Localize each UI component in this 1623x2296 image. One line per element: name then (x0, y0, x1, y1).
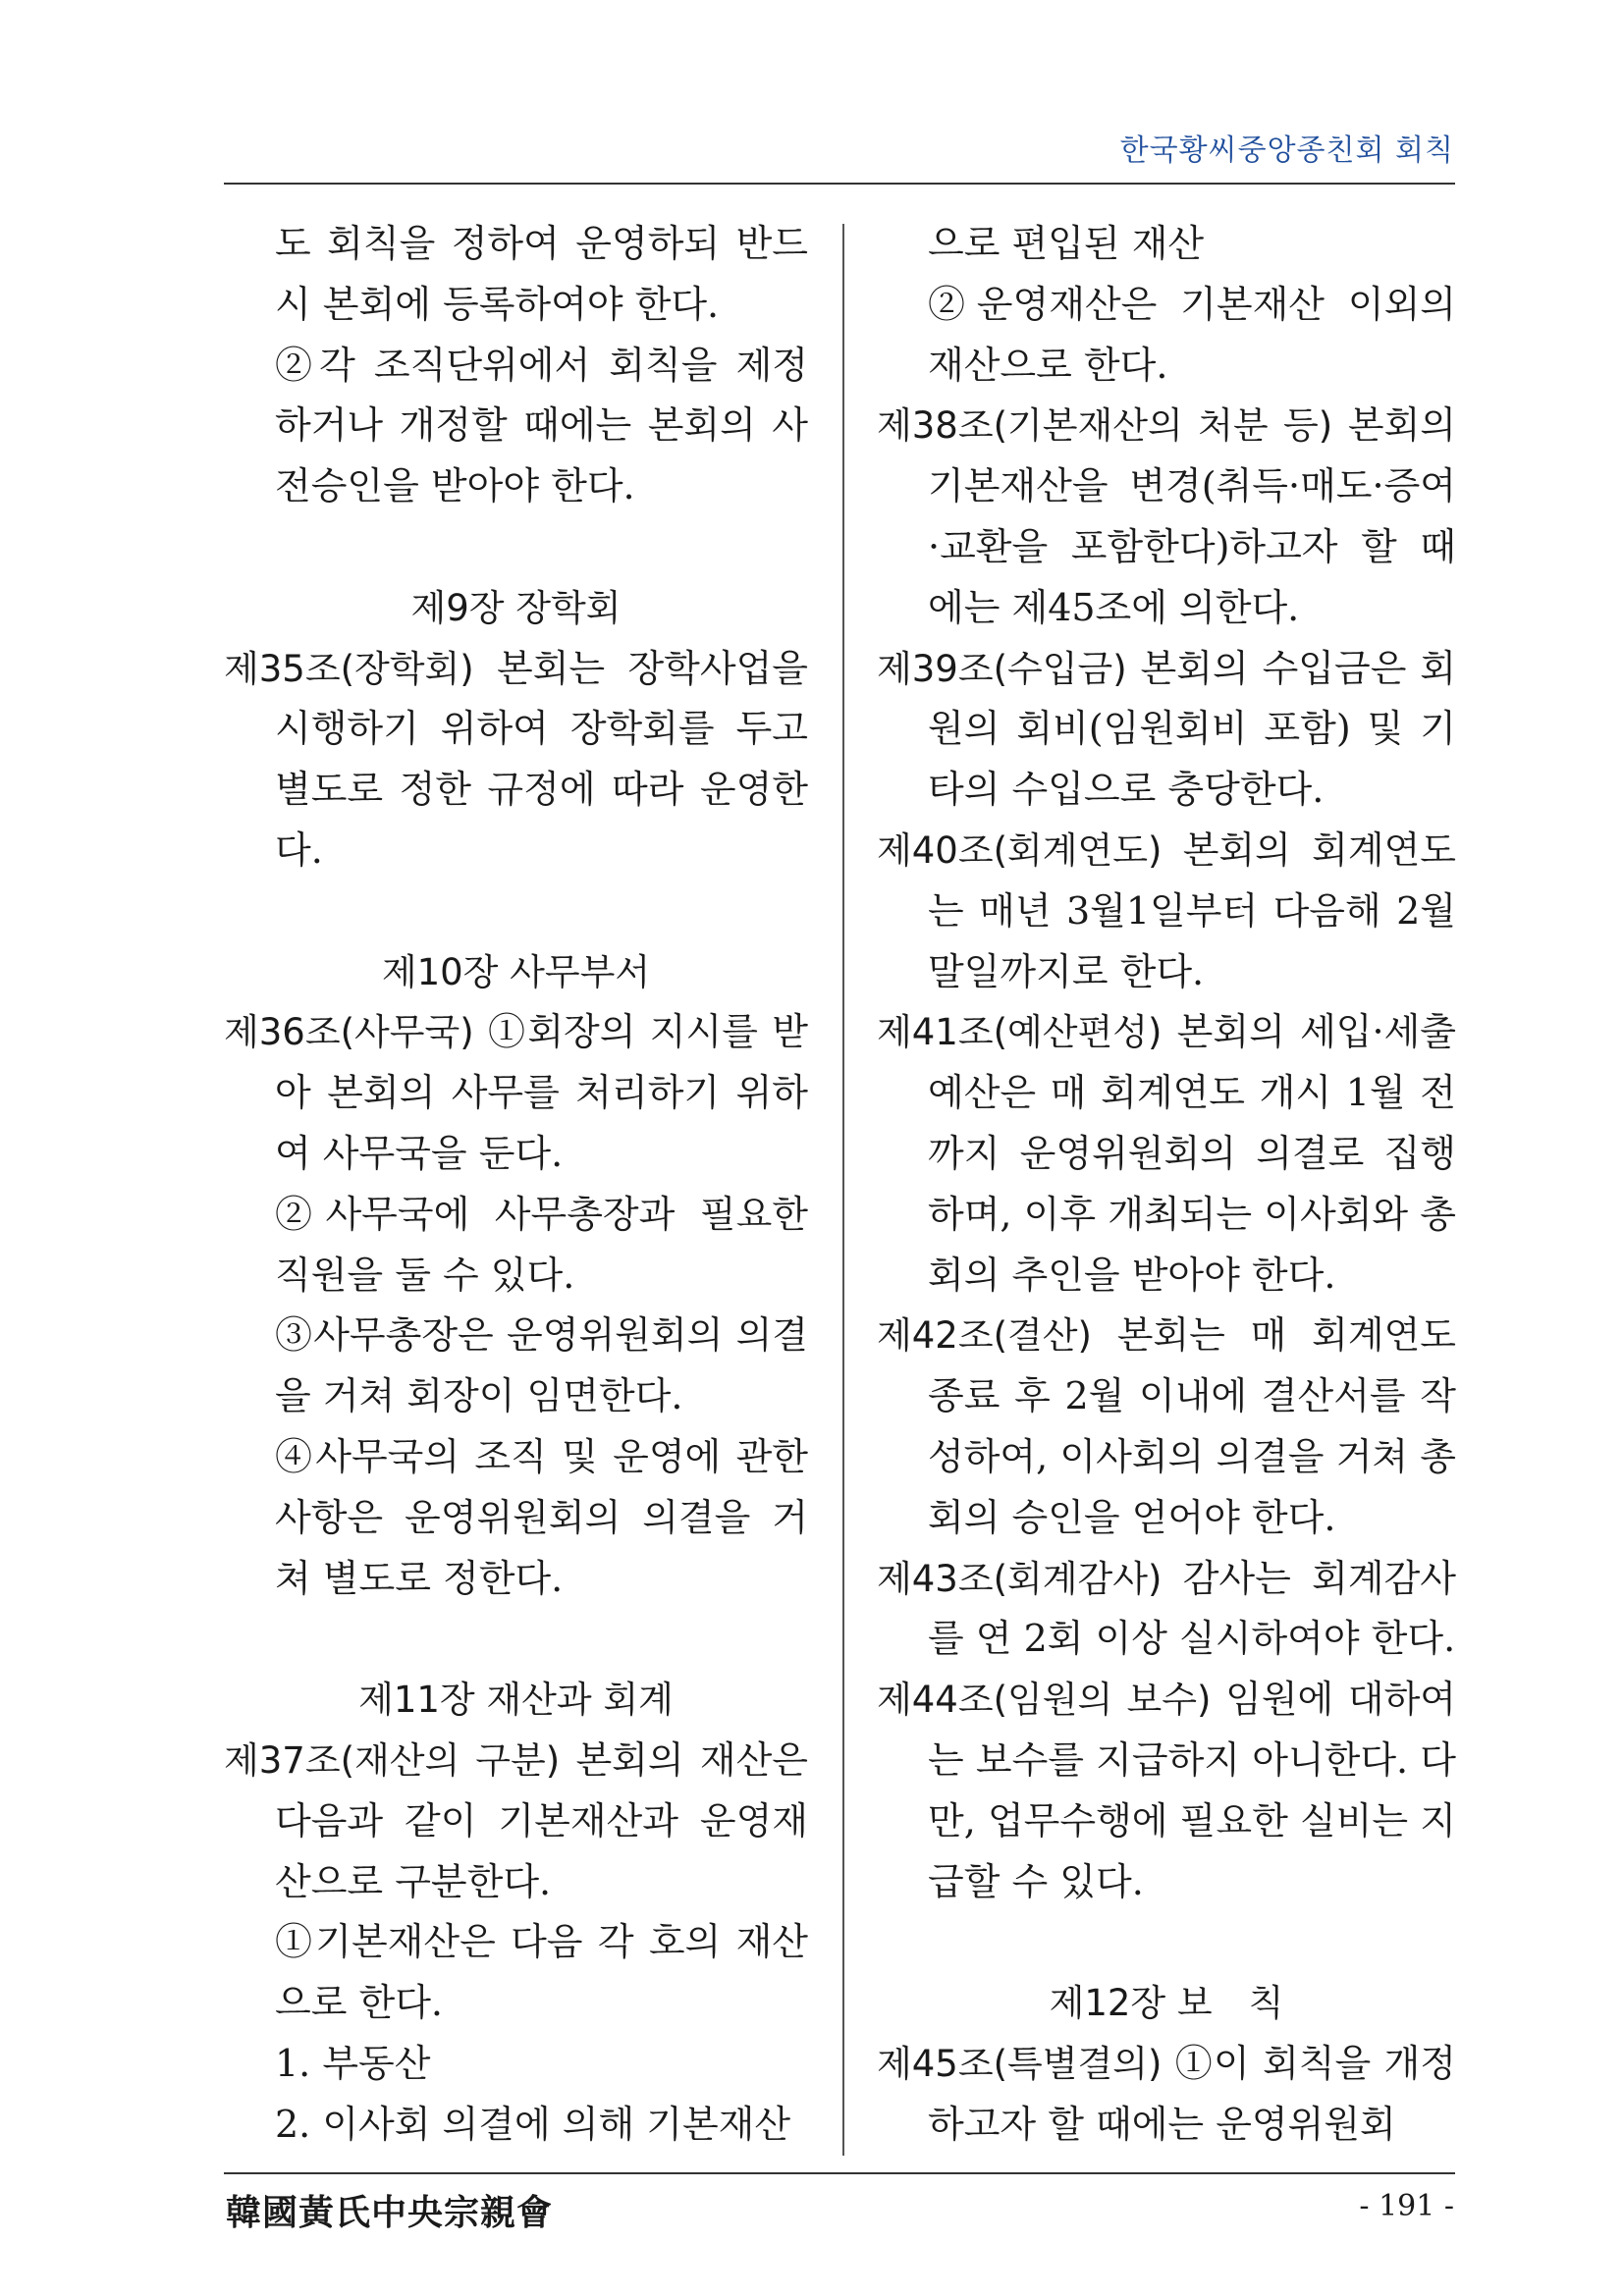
list-item: 1. 부동산 (275, 2041, 431, 2085)
chapter-title: 제9장 장학회 (410, 586, 622, 629)
spacer (224, 881, 808, 942)
article (877, 396, 1456, 638)
article-heading: 제44조(임원의 보수) (877, 1679, 1212, 1722)
article-heading: 제41조(예산편성) (877, 1011, 1163, 1054)
paragraph: ①기본재산은 다음 각 호의 재산으로 한다. (275, 1920, 808, 2025)
chapter-title: 제11장 재산과 회계 (358, 1679, 674, 1722)
chapter-title: 제10장 사무부서 (381, 950, 651, 993)
paragraph: 으로 편입된 재산 (928, 222, 1205, 265)
paragraph: ④사무국의 조직 및 운영에 관한 사항은 운영위원회의 의결을 거쳐 별도로 정한다. (275, 1434, 808, 1600)
article (224, 639, 808, 881)
article-text: 본회의 수입금은 회원의 회비(임원회비 포함) 및 기타의 수입으로 충당한다. (928, 646, 1456, 812)
right-column (877, 214, 1456, 2156)
paragraph: ②각 조직단위에서 회칙을 제정하거나 개정할 때에는 본회의 사전승인을 받아야 한다. (275, 343, 808, 508)
header-rule (224, 183, 1455, 185)
spacer (224, 517, 808, 578)
paragraph: 도 회칙을 정하여 운영하되 반드시 본회에 등록하여야 한다. (275, 222, 808, 326)
running-header: 한국황씨중앙종친회 회칙 (1119, 133, 1454, 168)
article-text: 본회의 세입·세출 예산은 매 회계연도 개시 1월 전까지 운영위원회의 의결로 집행하며, 이후 개최되는 이사회와 총회의 추인을 받아야 한다. (928, 1010, 1456, 1297)
article-text: 본회의 기본재산을 변경(취득·매도·증여·교환을 포함한다)하고자 할 때에는 제45조에 의한다. (928, 403, 1456, 629)
spacer (877, 1912, 1456, 1973)
chapter-title: 제12장 보 칙 (1049, 1982, 1284, 2025)
list-item: 2. 이사회 의결에 의해 기본재산 (275, 2102, 791, 2146)
page-number: - 191 - (1359, 2189, 1454, 2223)
left-column (224, 214, 808, 2156)
article-text: 임원에 대하여는 보수를 지급하지 아니한다. 다만, 업무수행에 필요한 실비는 지급할 수 있다. (928, 1678, 1456, 1903)
article-text: 본회의 재산은 다음과 같이 기본재산과 운영재산으로 구분한다. (275, 1737, 808, 1903)
article (224, 1731, 808, 1912)
article-text: 감사는 회계감사를 연 2회 이상 실시하여야 한다. (928, 1556, 1456, 1661)
article (877, 1002, 1456, 1306)
spacer (224, 1609, 808, 1670)
article-text: ①회장의 지시를 받아 본회의 사무를 처리하기 위하여 사무국을 둔다. (275, 1010, 808, 1175)
paragraph: ②사무국에 사무총장과 필요한 직원을 둘 수 있다. (275, 1192, 808, 1297)
article-heading: 제42조(결산) (877, 1314, 1092, 1358)
article-heading: 제43조(회계감사) (877, 1557, 1163, 1600)
article-text: ①이 회칙을 개정하고자 할 때에는 운영위원회 (928, 2041, 1456, 2146)
article-heading: 제39조(수입금) (877, 647, 1127, 690)
paragraph: ③사무총장은 운영위원회의 의결을 거쳐 회장이 임면한다. (275, 1313, 808, 1418)
article (877, 821, 1456, 1002)
article (877, 1670, 1456, 1912)
article-text: 본회의 회계연도는 매년 3월1일부터 다음해 2월 말일까지로 한다. (928, 828, 1456, 993)
article (877, 2034, 1456, 2156)
column-divider (842, 224, 844, 2156)
article-heading: 제38조(기본재산의 처분 등) (877, 404, 1333, 448)
footer-logo: 韓國黃氏中央宗親會 (226, 2192, 554, 2233)
article (224, 1002, 808, 1184)
article-heading: 제40조(회계연도) (877, 828, 1163, 872)
article (877, 1549, 1456, 1671)
article-heading: 제45조(특별결의) (877, 2042, 1163, 2085)
article-text: 본회는 매 회계연도 종료 후 2월 이내에 결산서를 작성하여, 이사회의 의결을 거쳐 총회의 승인을 얻어야 한다. (928, 1313, 1456, 1539)
article (877, 1306, 1456, 1548)
article-heading: 제37조(재산의 구분) (224, 1738, 561, 1782)
article-heading: 제36조(사무국) (224, 1011, 474, 1054)
article-heading: 제35조(장학회) (224, 647, 474, 690)
footer-rule (224, 2172, 1455, 2174)
article-text: 본회는 장학사업을 시행하기 위하여 장학회를 두고 별도로 정한 규정에 따라 운영한다. (275, 646, 808, 872)
article (877, 639, 1456, 821)
paragraph: ②운영재산은 기본재산 이외의 재산으로 한다. (928, 282, 1456, 387)
